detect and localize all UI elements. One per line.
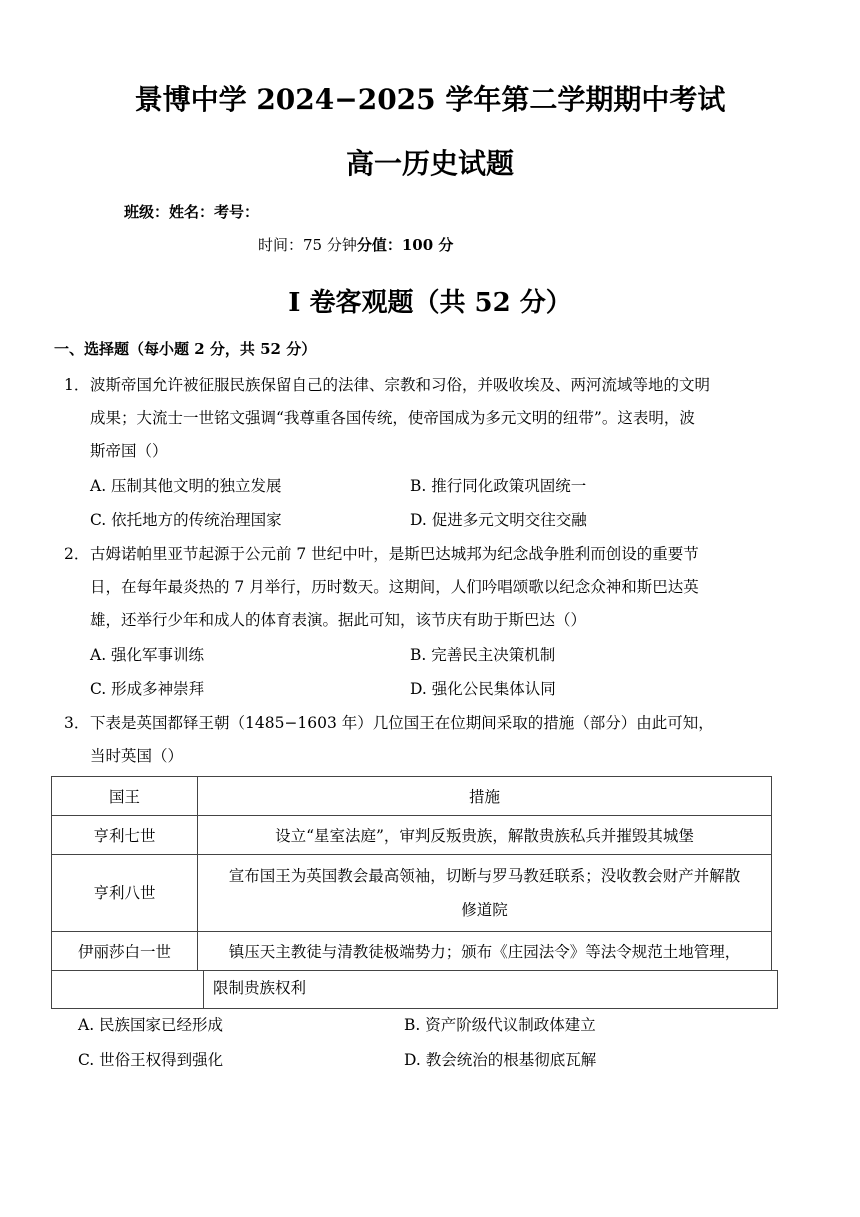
king-cell: 伊丽莎白一世	[52, 932, 198, 971]
option-b[interactable]: B. 资产阶级代议制政体建立	[404, 1016, 596, 1034]
option-a[interactable]: A. 民族国家已经形成	[78, 1016, 224, 1034]
tudor-measures-table	[51, 776, 772, 971]
measure-line: 宣布国王为英国教会最高领袖，切断与罗马教廷联系；没收教会财产并解散	[228, 867, 741, 885]
question-text-line: 当时英国（）	[90, 747, 184, 765]
table-row	[52, 816, 772, 855]
option-d[interactable]: D. 促进多元文明交往交融	[410, 511, 587, 529]
question-number: 3．	[64, 714, 90, 732]
option-d[interactable]: D. 强化公民集体认同	[410, 680, 556, 698]
table-continuation-row	[51, 970, 778, 1009]
part-title: 一、选择题（每小题 2 分，共 52 分）	[54, 340, 317, 358]
question-text-line: 成果；大流士一世铭文强调“我尊重各国传统，使帝国成为多元文明的纽带”。这表明，波	[90, 409, 695, 427]
option-b[interactable]: B. 推行同化政策巩固统一	[410, 477, 587, 495]
measure-line: 限制贵族权利	[213, 979, 307, 997]
option-d[interactable]: D. 教会统治的根基彻底瓦解	[404, 1051, 597, 1069]
measure-cell	[198, 855, 772, 932]
question-number: 1．	[64, 376, 90, 394]
option-b[interactable]: B. 完善民主决策机制	[410, 646, 556, 664]
option-c[interactable]: C. 世俗王权得到强化	[78, 1051, 224, 1069]
question-text-line: 日，在每年最炎热的 7 月举行，历时数天。这期间，人们吟唱颂歌以纪念众神和斯巴达英	[90, 578, 699, 596]
measure-line: 修道院	[461, 901, 508, 919]
table-header-king: 国王	[52, 777, 198, 816]
question-text-line: 下表是英国都铎王朝（1485−1603 年）几位国王在位期间采取的措施（部分）由此可知，	[90, 714, 714, 732]
question-text-line: 斯帝国（）	[90, 442, 168, 460]
king-cell: 亨利八世	[52, 855, 198, 932]
exam-time-score	[258, 234, 453, 255]
option-a[interactable]: A. 压制其他文明的独立发展	[90, 477, 282, 495]
measure-cell: 镇压天主教徒与清教徒极端势力；颁布《庄园法令》等法令规范土地管理，	[198, 932, 772, 971]
table-header-measures: 措施	[198, 777, 772, 816]
table-row	[52, 855, 772, 932]
question-text-line: 古姆诺帕里亚节起源于公元前 7 世纪中叶，是斯巴达城邦为纪念战争胜利而创设的重要节	[90, 545, 699, 563]
question-text-line: 波斯帝国允许被征服民族保留自己的法律、宗教和习俗，并吸收埃及、两河流域等地的文明	[90, 376, 711, 394]
option-c[interactable]: C. 依托地方的传统治理国家	[90, 511, 282, 529]
option-c[interactable]: C. 形成多神崇拜	[90, 680, 205, 698]
section-title: I 卷客观题（共 52 分）	[288, 288, 572, 318]
exam-title: 景博中学 2024−2025 学年第二学期期中考试	[134, 83, 726, 116]
time-label: 时间：75 分钟	[258, 236, 357, 254]
student-info-line: 班级：姓名：考号：	[124, 203, 260, 221]
table-row	[52, 932, 772, 971]
king-cell: 亨利七世	[52, 816, 198, 855]
question-number: 2．	[64, 545, 90, 563]
question-text-line: 雄，还举行少年和成人的体育表演。据此可知，该节庆有助于斯巴达（）	[90, 611, 587, 629]
option-a[interactable]: A. 强化军事训练	[90, 646, 205, 664]
measure-cell: 设立“星室法庭”，审判反叛贵族，解散贵族私兵并摧毁其城堡	[198, 816, 772, 855]
score-label: 分值：100 分	[356, 236, 454, 254]
empty-cell	[52, 971, 204, 1008]
subject-title: 高一历史试题	[345, 147, 514, 180]
